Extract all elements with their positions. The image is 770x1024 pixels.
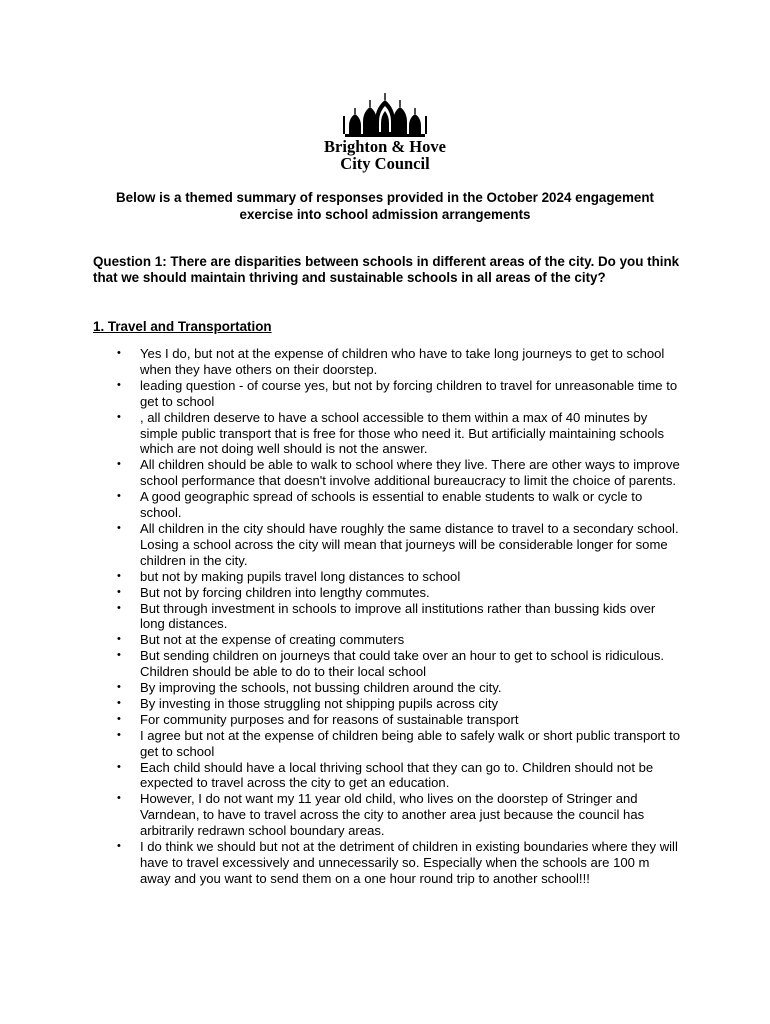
response-item xyxy=(93,680,683,696)
bullet-icon: • xyxy=(117,840,121,853)
response-text: Yes I do, but not at the expense of children who have to take long journeys to get to school when they have others on their doorstep. xyxy=(140,346,665,377)
section-heading: 1. Travel and Transportation xyxy=(93,319,272,334)
intro-line-2: exercise into school admission arrangements xyxy=(239,207,531,222)
response-text: But sending children on journeys that could take over an hour to get to school is ridiculous. Children should be able to do to their local school xyxy=(140,648,665,680)
response-text: But not at the expense of creating commuters xyxy=(140,632,405,648)
bullet-icon: • xyxy=(117,696,121,709)
response-text: But not by forcing children into lengthy commutes. xyxy=(140,584,430,600)
logo-name-line-2: City Council xyxy=(340,154,430,173)
bullet-icon: • xyxy=(117,569,121,582)
response-text: By investing in those struggling not shipping pupils across city xyxy=(140,695,499,711)
response-text: However, I do not want my 11 year old child, who lives on the doorstep of Stringer and Varndean, to have to travel across the city to another area just because the council has arbitrarily redrawn school boundary areas. xyxy=(140,791,645,839)
bullet-icon: • xyxy=(117,633,121,646)
question-heading: Question 1: There are disparities between schools in different areas of the city. Do you think that we should maintain thriving and sustainable schools in all areas of the city? xyxy=(93,254,680,285)
response-text: but not by making pupils travel long distances to school xyxy=(140,568,461,584)
logo-name-line-1: Brighton & Hove xyxy=(324,137,446,156)
response-text: All children should be able to walk to school where they live. There are other ways to improve school performance that doesn't involve additional bureaucracy to limit the choice of parents. xyxy=(140,457,680,489)
bullet-icon: • xyxy=(117,760,121,773)
bullet-icon: • xyxy=(117,521,121,534)
response-item xyxy=(93,378,683,410)
response-text: For community purposes and for reasons of sustainable transport xyxy=(140,711,519,727)
response-item xyxy=(93,728,683,760)
bullet-icon: • xyxy=(117,347,121,359)
response-item xyxy=(93,489,683,521)
response-text: , all children deserve to have a school accessible to them within a max of 40 minutes by simple public transport that is free for those who need it. But artificially maintaining schools which are not doing well should is not the answer. xyxy=(140,409,665,457)
response-item xyxy=(93,632,683,648)
response-text: I do think we should but not at the detriment of children in existing boundaries where they will have to travel excessively and unnecessarily so. Especially when the schools are 100 m away and you want to send them on a one hour round trip to another school!!! xyxy=(140,839,678,886)
response-text: Each child should have a local thriving school that they can go to. Children should not be expected to travel across the city to get an education. xyxy=(140,759,654,791)
bullet-icon: • xyxy=(117,601,121,614)
royal-pavilion-logo-icon xyxy=(343,92,427,138)
response-item xyxy=(93,601,683,633)
response-item xyxy=(93,457,683,489)
bullet-icon: • xyxy=(117,728,121,741)
response-text: I agree but not at the expense of children being able to safely walk or short public transport to get to school xyxy=(140,727,681,759)
document-intro xyxy=(60,189,710,223)
bullet-icon: • xyxy=(117,490,121,503)
bullet-icon: • xyxy=(117,649,121,662)
bullet-icon: • xyxy=(117,712,121,725)
bullet-icon: • xyxy=(117,681,121,694)
bullet-icon: • xyxy=(117,585,121,598)
response-item xyxy=(93,346,683,378)
response-item xyxy=(93,791,683,839)
response-text: leading question - of course yes, but not by forcing children to travel for unreasonable time to get to school xyxy=(140,377,678,409)
council-logo xyxy=(310,92,460,178)
response-item xyxy=(93,569,683,585)
response-text: All children in the city should have roughly the same distance to travel to a secondary school. Losing a school across the city will mean that journeys will be considerable longer for some children in the city. xyxy=(140,520,679,568)
response-item xyxy=(93,760,683,792)
intro-line-1: Below is a themed summary of responses provided in the October 2024 engagement xyxy=(115,190,654,205)
response-item xyxy=(93,696,683,712)
response-item xyxy=(93,839,683,887)
response-list xyxy=(93,346,683,887)
bullet-icon: • xyxy=(117,378,121,391)
bullet-icon: • xyxy=(117,410,121,423)
response-item xyxy=(93,712,683,728)
response-item xyxy=(93,585,683,601)
response-item xyxy=(93,521,683,569)
response-text: By improving the schools, not bussing children around the city. xyxy=(140,680,502,696)
response-item xyxy=(93,648,683,680)
response-text: But through investment in schools to improve all institutions rather than bussing kids over long distances. xyxy=(140,600,656,632)
bullet-icon: • xyxy=(117,792,121,805)
bullet-icon: • xyxy=(117,458,121,471)
response-item xyxy=(93,410,683,458)
response-text: A good geographic spread of schools is essential to enable students to walk or cycle to school. xyxy=(140,489,643,521)
